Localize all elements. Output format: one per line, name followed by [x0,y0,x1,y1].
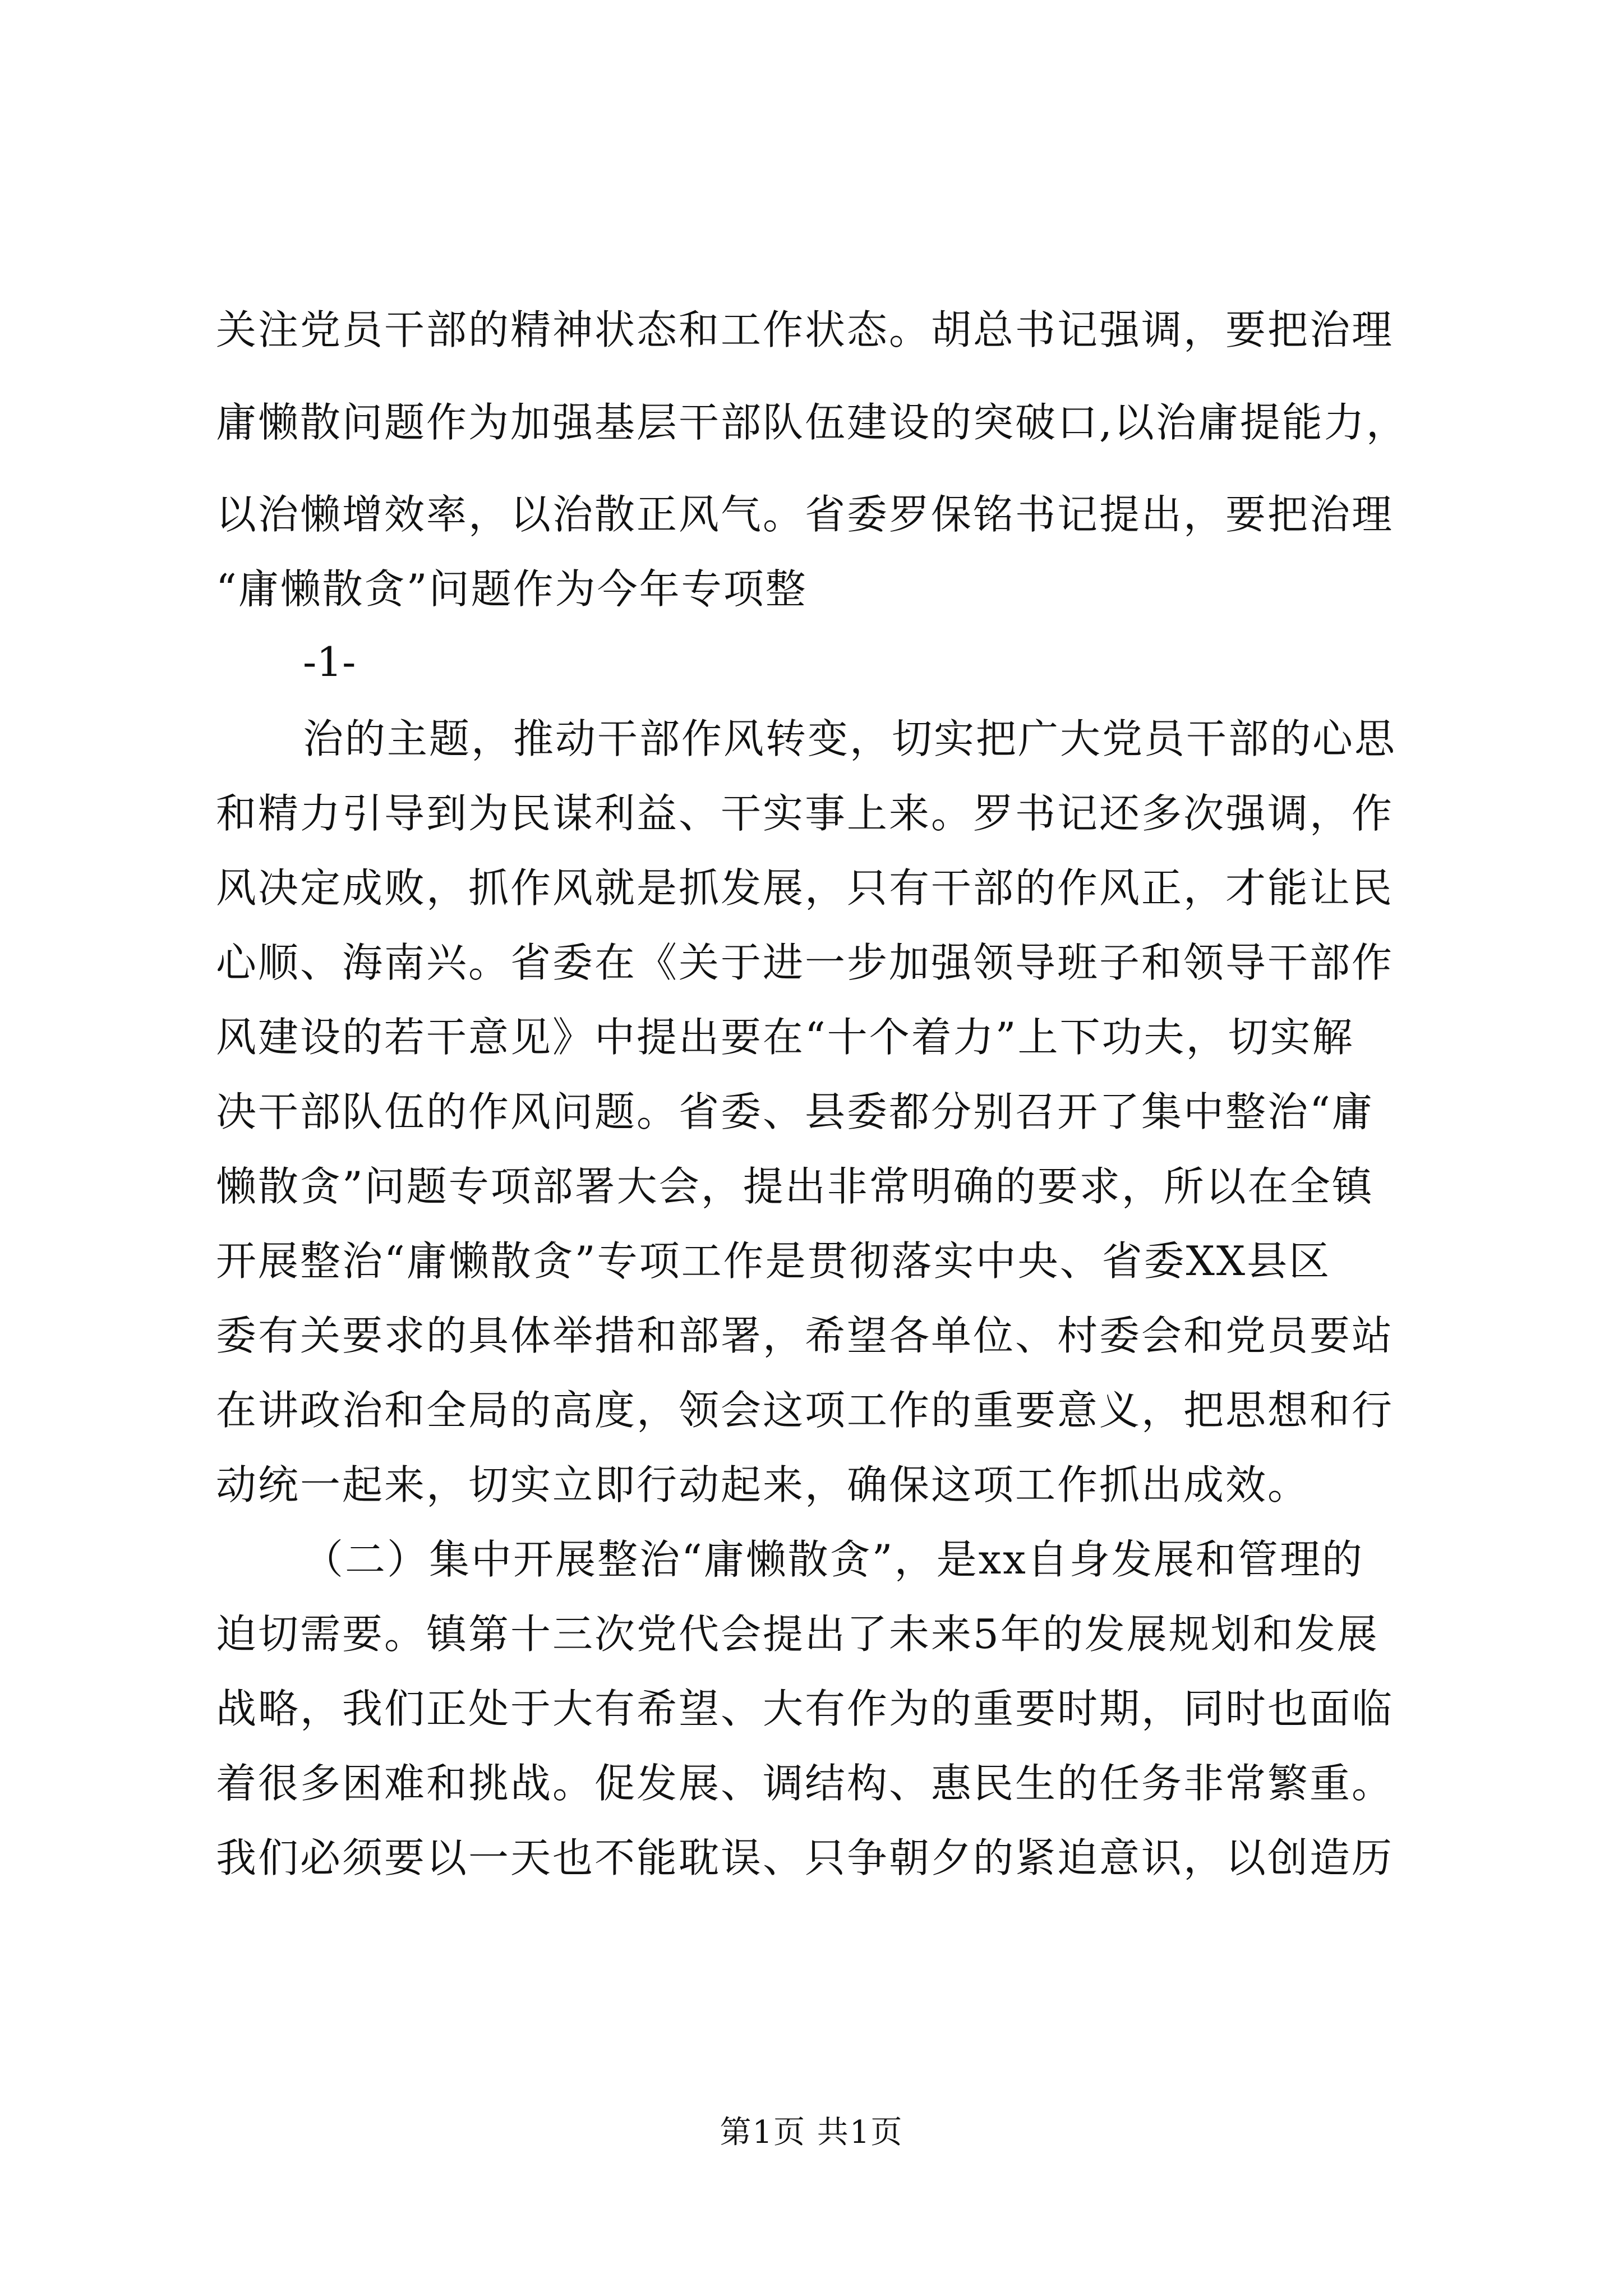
body-line: 迫切需要。镇第十三次党代会提出了未来5年的发展规划和发展 [216,1611,1379,1658]
body-line: 在讲政治和全局的高度，领会这项工作的重要意义，把思想和行 [216,1387,1394,1434]
body-line: 决干部队伍的作风问题。省委、县委都分别召开了集中整治“庸 [216,1088,1374,1135]
body-line: 动统一起来，切实立即行动起来，确保这项工作抓出成效。 [216,1461,1310,1508]
body-line: 风建设的若干意见》中提出要在“十个着力”上下功夫，切实解 [216,1014,1354,1061]
body-line: 开展整治“庸懒散贪”专项工作是贯彻落实中央、省委XX县区 [216,1237,1331,1285]
body-line: 委有关要求的具体举措和部署，希望各单位、村委会和党员要站 [216,1312,1394,1359]
body-line: 心顺、海南兴。省委在《关于进一步加强领导班子和领导干部作 [216,939,1394,986]
body-line: 庸懒散问题作为加强基层干部队伍建设的突破口,以治庸提能力， [216,399,1408,446]
body-line: 风决定成败，抓作风就是抓发展，只有干部的作风正，才能让民 [216,864,1394,912]
body-line: “庸懒散贪”问题作为今年专项整 [216,565,808,613]
body-line: 着很多困难和挑战。促发展、调结构、惠民生的任务非常繁重。 [216,1760,1394,1807]
page-footer: 第1页 共1页 [720,2114,903,2151]
body-line: 我们必须要以一天也不能耽误、只争朝夕的紧迫意识，以创造历 [216,1834,1394,1881]
body-line: 关注党员干部的精神状态和工作状态。胡总书记强调，要把治理 [216,306,1394,353]
page-marker: -1- [303,638,356,685]
body-line: （二）集中开展整治“庸懒散贪”，是xx自身发展和管理的 [303,1536,1364,1583]
body-line: 以治懒增效率，以治散正风气。省委罗保铭书记提出，要把治理 [216,491,1394,538]
body-line: 懒散贪”问题专项部署大会，提出非常明确的要求，所以在全镇 [216,1163,1374,1210]
body-line: 治的主题，推动干部作风转变，切实把广大党员干部的心思 [303,715,1397,762]
body-line: 和精力引导到为民谋利益、干实事上来。罗书记还多次强调，作 [216,790,1394,837]
body-line: 战略，我们正处于大有希望、大有作为的重要时期，同时也面临 [216,1685,1394,1732]
